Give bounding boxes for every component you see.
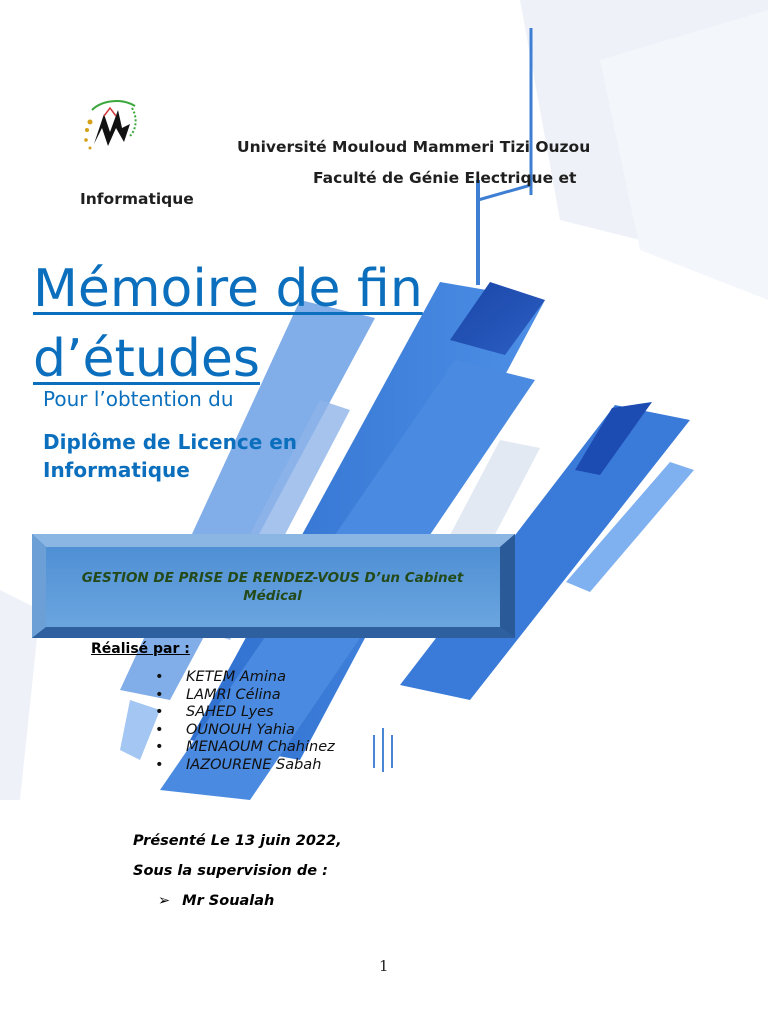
supervisor-name: Mr Soualah [182, 893, 275, 909]
faculty-name-line2: Informatique [80, 190, 194, 208]
author-item: • KETEM Amina [155, 669, 286, 685]
bullet-icon: • [155, 704, 164, 720]
university-name: Université Mouloud Mammeri Tizi Ouzou [237, 138, 591, 156]
supervision-label: Sous la supervision de : [133, 863, 328, 879]
authors-list [150, 669, 335, 774]
page-number: 1 [379, 957, 389, 975]
arrow-bullet-icon: ➢ [158, 893, 171, 909]
document-title: Mémoire de fin d’études [33, 259, 423, 389]
author-item: • IAZOURENE Sabah [155, 756, 322, 773]
author-item: • MENAOUM Chahinez [155, 739, 335, 755]
project-title-box [46, 547, 499, 627]
bullet-icon: • [155, 721, 164, 738]
author-item: • SAHED Lyes [155, 704, 274, 720]
bullet-icon: • [155, 756, 164, 773]
faculty-name-line1: Faculté de Génie Electrique et [313, 169, 577, 187]
supervisor [158, 893, 274, 909]
authors-label: Réalisé par : [91, 641, 190, 657]
author-item: • OUNOUH Yahia [155, 721, 295, 738]
presentation-date: Présenté Le 13 juin 2022, [133, 833, 342, 849]
bullet-icon: • [155, 669, 164, 685]
author-item: • LAMRI Célina [155, 686, 281, 703]
diploma-name: Diplôme de Licence en Informatique [43, 430, 298, 482]
project-title: GESTION DE PRISE DE RENDEZ-VOUS D’un Cabinet Médical [81, 570, 464, 604]
subtitle: Pour l’obtention du [43, 387, 234, 411]
bullet-icon: • [155, 686, 164, 703]
bullet-icon: • [155, 739, 164, 755]
university-logo [80, 98, 140, 153]
